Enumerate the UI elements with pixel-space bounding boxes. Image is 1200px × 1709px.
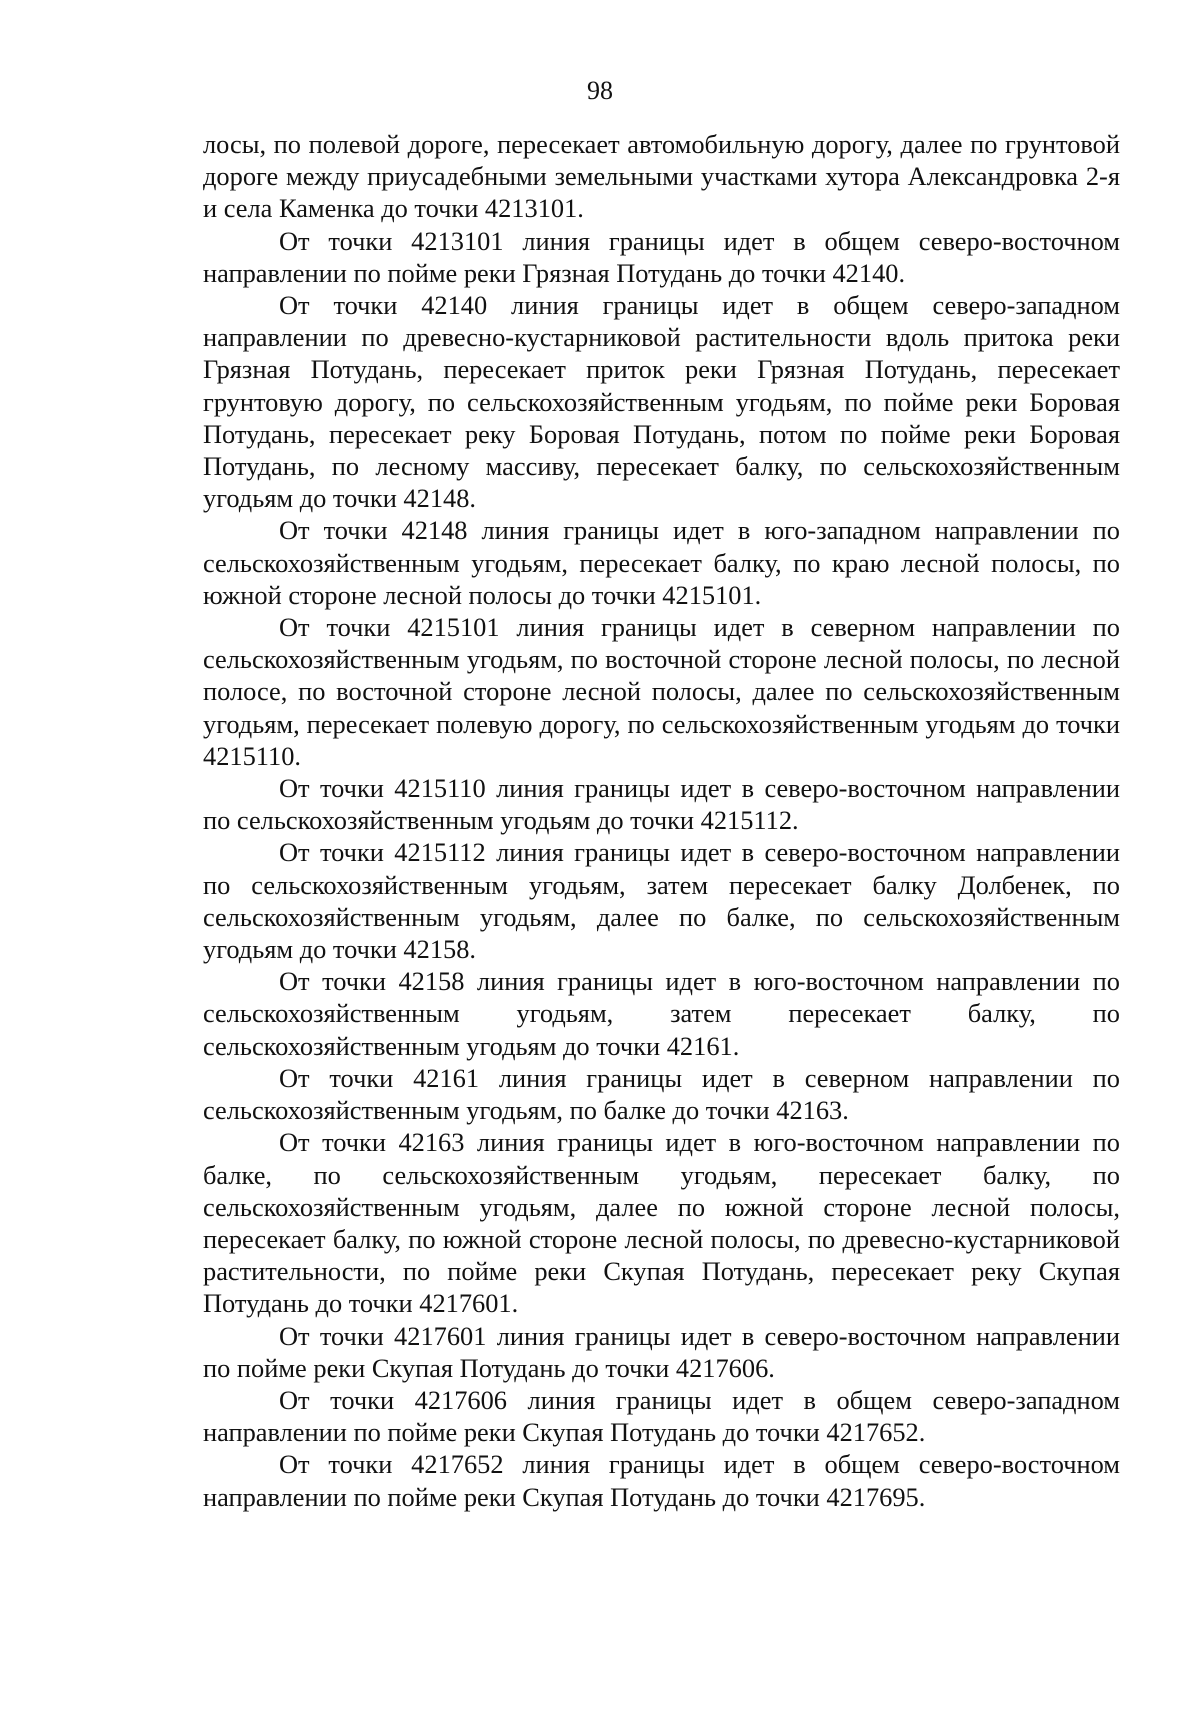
paragraph: От точки 4215112 линия границы идет в северо-восточном направлении по сельскохозяйственным угодьям, затем пересекает балку Долбенек, по сельскохозяйственным угодьям, далее по балке, по сельскохозяйственным угодьям до точки 42158. <box>203 837 1120 965</box>
paragraph: лосы, по полевой дороге, пересекает автомобильную дорогу, далее по грунтовой дороге между приусадебными земельными участками хутора Александровка 2-я и села Каменка до точки 4213101. <box>203 129 1120 224</box>
paragraph: От точки 42163 линия границы идет в юго-восточном направлении по балке, по сельскохозяйственным угодьям, пересекает балку, по сельскохозяйственным угодьям, далее по южной стороне лесной полосы, пересекает балку, по южной стороне лесной полосы, по древесно-кустарниковой растительности, по пойме реки Скупая Потудань, пересекает реку Скупая Потудань до точки 4217601. <box>203 1127 1120 1319</box>
document-body <box>203 128 1120 1513</box>
paragraph: От точки 4217606 линия границы идет в общем северо-западном направлении по пойме реки Скупая Потудань до точки 4217652. <box>203 1384 1120 1448</box>
paragraph: От точки 4215101 линия границы идет в северном направлении по сельскохозяйственным угодьям, по восточной стороне лесной полосы, по лесной полосе, по восточной стороне лесной полосы, далее по сельскохозяйственным угодьям, пересекает полевую дорогу, по сельскохозяйственным угодьям до точки 4215110. <box>203 612 1120 771</box>
paragraph: От точки 42140 линия границы идет в общем северо-западном направлении по древесно-кустарниковой растительности вдоль притока реки Грязная Потудань, пересекает приток реки Грязная Потудань, пересекает грунтовую дорогу, по сельскохозяйственным угодьям, по пойме реки Боровая Потудань, пересекает реку Боровая Потудань, потом по пойме реки Боровая Потудань, по лесному массиву, пересекает балку, по сельскохозяйственным угодьям до точки 42148. <box>203 290 1120 514</box>
paragraph: От точки 4217652 линия границы идет в общем северо-восточном направлении по пойме реки Скупая Потудань до точки 4217695. <box>203 1449 1120 1512</box>
paragraph: От точки 42161 линия границы идет в северном направлении по сельскохозяйственным угодьям, по балке до точки 42163. <box>203 1062 1120 1126</box>
paragraph: От точки 4215110 линия границы идет в северо-восточном направлении по сельскохозяйственным угодьям до точки 4215112. <box>203 773 1120 836</box>
paragraph: От точки 42158 линия границы идет в юго-восточном направлении по сельскохозяйственным угодьям, затем пересекает балку, по сельскохозяйственным угодьям до точки 42161. <box>203 966 1120 1061</box>
paragraph: От точки 42148 линия границы идет в юго-западном направлении по сельскохозяйственным угодьям, пересекает балку, по краю лесной полосы, по южной стороне лесной полосы до точки 4215101. <box>203 515 1120 610</box>
paragraph: От точки 4213101 линия границы идет в общем северо-восточном направлении по пойме реки Грязная Потудань до точки 42140. <box>203 225 1120 288</box>
paragraph: От точки 4217601 линия границы идет в северо-восточном направлении по пойме реки Скупая Потудань до точки 4217606. <box>203 1320 1120 1383</box>
page-number: 98 <box>587 76 613 105</box>
